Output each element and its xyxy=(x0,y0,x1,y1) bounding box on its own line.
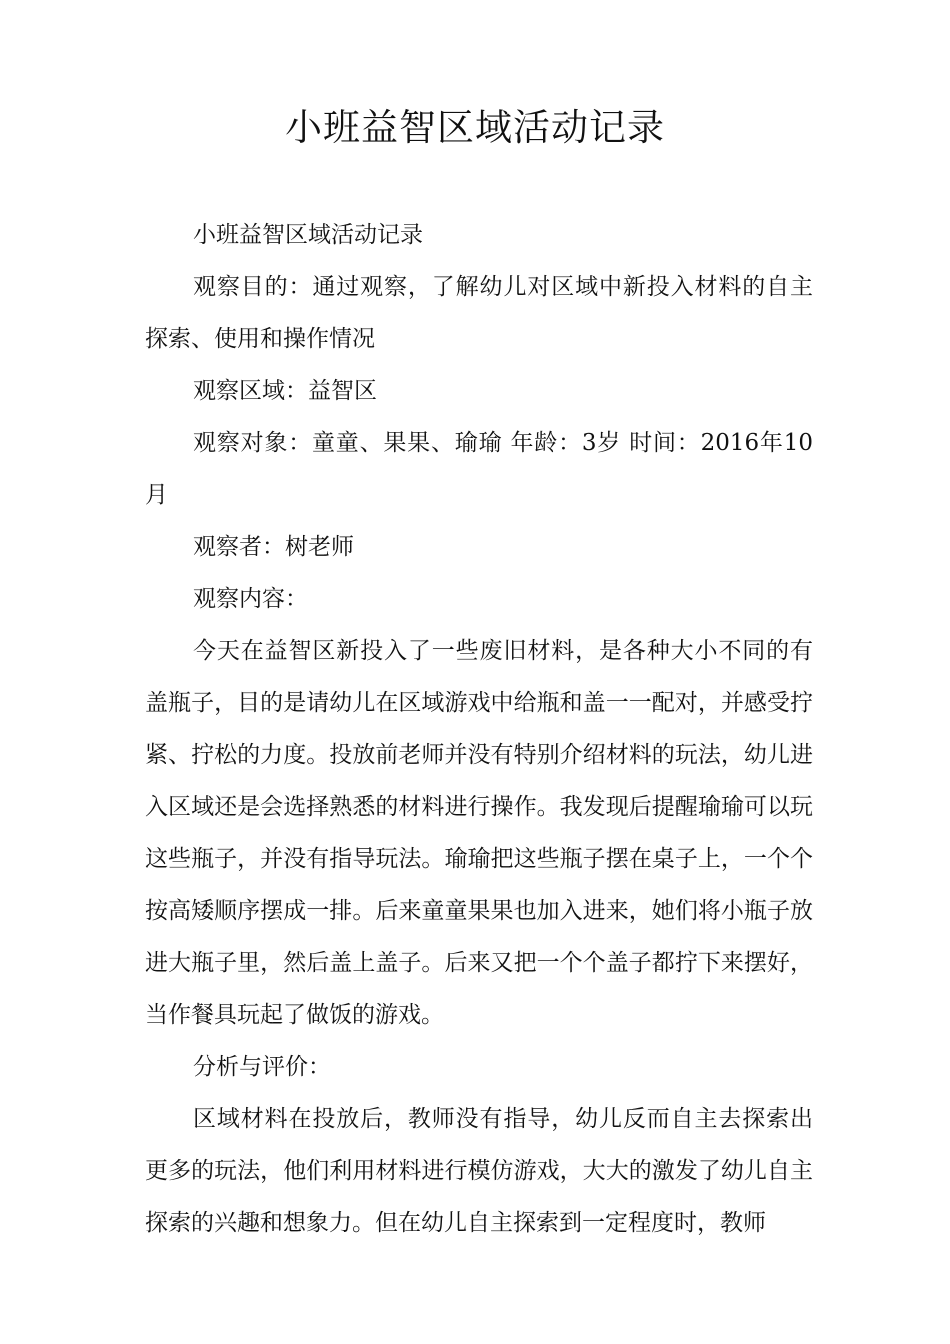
paragraph-observation-purpose: 观察目的：通过观察，了解幼儿对区域中新投入材料的自主探索、使用和操作情况 xyxy=(145,274,813,352)
paragraph-observation-subjects: 观察对象：童童、果果、瑜瑜 年龄：3岁 时间：2016年10月 xyxy=(145,430,813,508)
document-body xyxy=(145,209,813,1249)
paragraph-analysis-heading: 分析与评价： xyxy=(193,1054,331,1080)
paragraph-analysis: 区域材料在投放后，教师没有指导，幼儿反而自主去探索出更多的玩法，他们利用材料进行模仿游戏，大大的激发了幼儿自主探索的兴趣和想象力。但在幼儿自主探索到一定程度时，教师 xyxy=(145,1106,813,1236)
paragraph-observer: 观察者：树老师 xyxy=(193,534,354,560)
paragraph-observation-content: 今天在益智区新投入了一些废旧材料，是各种大小不同的有盖瓶子，目的是请幼儿在区域游戏中给瓶和盖一一配对，并感受拧紧、拧松的力度。投放前老师并没有特别介绍材料的玩法，幼儿进入区域还是会选择熟悉的材料进行操作。我发现后提醒瑜瑜可以玩这些瓶子，并没有指导玩法。瑜瑜把这些瓶子摆在桌子上，一个个按高矮顺序摆成一排。后来童童果果也加入进来，她们将小瓶子放进大瓶子里，然后盖上盖子。后来又把一个个盖子都拧下来摆好，当作餐具玩起了做饭的游戏。 xyxy=(145,638,813,1028)
paragraph-intro-title: 小班益智区域活动记录 xyxy=(193,222,423,248)
paragraph-observation-content-heading: 观察内容： xyxy=(193,586,308,612)
paragraph-observation-area: 观察区域：益智区 xyxy=(193,378,377,404)
document-title: 小班益智区域活动记录 xyxy=(285,106,665,149)
